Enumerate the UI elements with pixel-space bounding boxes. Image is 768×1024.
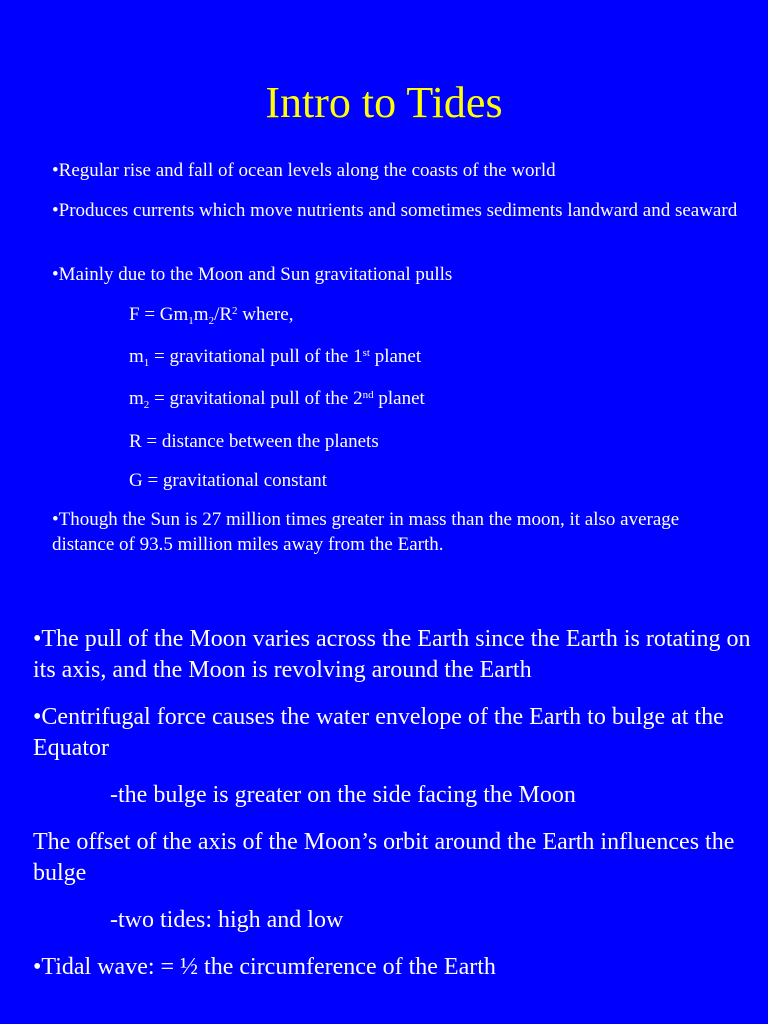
sub-bulge: -the bulge is greater on the side facing the Moon [110,782,576,808]
m1-text: = gravitational pull of the 1 [149,346,363,367]
bullet-currents: •Produces currents which move nutrients and sometimes sediments landward and seaward [52,200,738,221]
bullet-regular-rise: •Regular rise and fall of ocean levels along the coasts of the world [52,160,556,181]
sub-two-tides: -two tides: high and low [110,907,344,933]
formula-sub1: 1 [188,315,194,327]
m1-sub: 1 [143,357,150,369]
g-definition: G = gravitational constant [129,470,328,491]
m2-sup: nd [362,389,374,401]
m2-suffix: planet [373,388,425,409]
formula-part2: m [193,304,209,325]
formula-line [129,302,729,327]
r-definition: R = distance between the planets [129,431,379,452]
bullet-centrifugal: •Centrifugal force causes the water envelope of the Earth to bulge at the Equator [33,704,724,761]
formula-sub2: 2 [208,315,215,327]
slide-title: Intro to Tides [265,78,503,127]
bullet-tidal-wave: •Tidal wave: = ½ the circumference of the Earth [33,954,496,980]
formula-part4: where, [237,304,294,325]
bullet-sun-mass: •Though the Sun is 27 million times greater in mass than the moon, it also average distance of 93.5 million miles away from the Earth. [52,509,680,555]
paragraph-offset: The offset of the axis of the Moon’s orbit around the Earth influences the bulge [33,829,735,886]
m2-text: = gravitational pull of the 2 [149,388,363,409]
formula-part3: /R [214,304,233,325]
m1-definition [129,344,729,369]
m1-suffix: planet [369,346,422,367]
m1-sup: st [362,347,370,359]
formula-part1: F = Gm [129,304,189,325]
m1-prefix: m [129,346,144,367]
m2-sub: 2 [143,399,150,411]
bullet-moon-pull: •The pull of the Moon varies across the Earth since the Earth is rotating on its axis, and the Moon is revolving around the Earth [33,626,751,683]
m2-prefix: m [129,388,144,409]
m2-definition [129,386,729,411]
formula-sup: 2 [232,305,238,317]
bullet-moon-sun: •Mainly due to the Moon and Sun gravitational pulls [52,264,453,285]
